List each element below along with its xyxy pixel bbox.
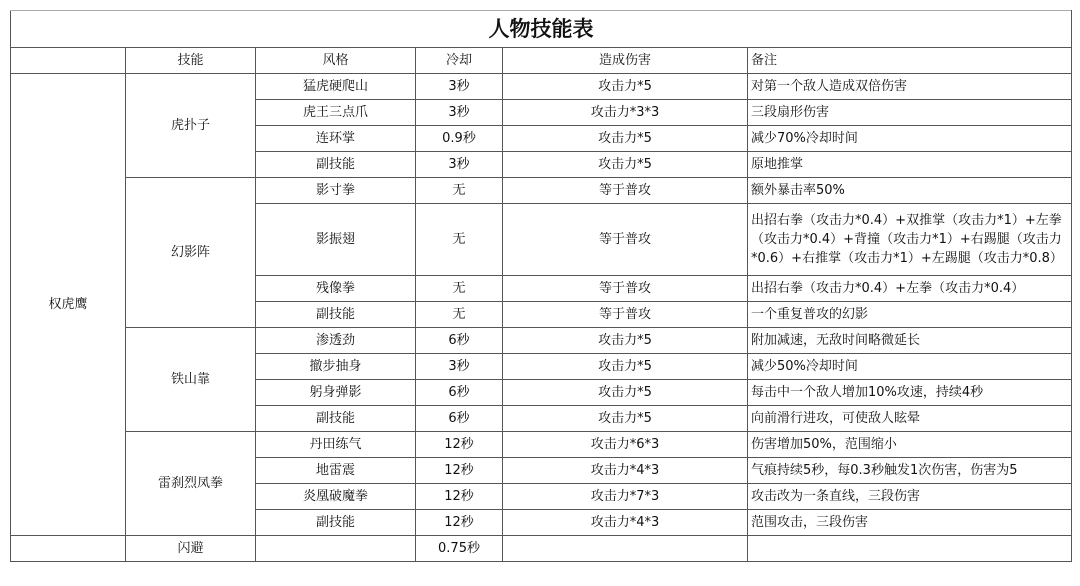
note-text: 原地推掌 — [748, 152, 1072, 178]
note-text: 向前滑行进攻，可使敌人眩晕 — [748, 406, 1072, 432]
note-text: 对第一个敌人造成双倍伤害 — [748, 74, 1072, 100]
note-text: 减少50%冷却时间 — [748, 354, 1072, 380]
style-name: 猛虎硬爬山 — [256, 74, 416, 100]
skill-name: 铁山靠 — [126, 328, 256, 432]
damage-value: 攻击力*3*3 — [503, 100, 748, 126]
cooldown-value: 无 — [416, 204, 503, 276]
damage-value: 攻击力*5 — [503, 126, 748, 152]
dodge-note-empty — [748, 536, 1072, 562]
note-text: 攻击改为一条直线，三段伤害 — [748, 484, 1072, 510]
damage-value: 攻击力*5 — [503, 406, 748, 432]
skill-sheet — [10, 10, 1071, 562]
header-row — [11, 48, 1072, 74]
header-style: 风格 — [256, 48, 416, 74]
note-text: 减少70%冷却时间 — [748, 126, 1072, 152]
dodge-name: 闪避 — [126, 536, 256, 562]
style-name: 连环掌 — [256, 126, 416, 152]
style-name: 残像拳 — [256, 276, 416, 302]
damage-value: 等于普攻 — [503, 302, 748, 328]
note-text: 出招右拳（攻击力*0.4）+左拳（攻击力*0.4） — [748, 276, 1072, 302]
cooldown-value: 0.9秒 — [416, 126, 503, 152]
cooldown-value: 无 — [416, 276, 503, 302]
dodge-style-empty — [256, 536, 416, 562]
header-skill: 技能 — [126, 48, 256, 74]
damage-value: 攻击力*5 — [503, 74, 748, 100]
header-character — [11, 48, 126, 74]
dodge-empty-cell — [11, 536, 126, 562]
style-name: 副技能 — [256, 302, 416, 328]
style-name: 副技能 — [256, 510, 416, 536]
style-name: 丹田练气 — [256, 432, 416, 458]
damage-value: 攻击力*6*3 — [503, 432, 748, 458]
cooldown-value: 12秒 — [416, 510, 503, 536]
sheet-title: 人物技能表 — [11, 11, 1072, 48]
skill-table — [10, 10, 1072, 562]
skill-name: 虎扑子 — [126, 74, 256, 178]
damage-value: 等于普攻 — [503, 276, 748, 302]
cooldown-value: 12秒 — [416, 432, 503, 458]
header-damage: 造成伤害 — [503, 48, 748, 74]
cooldown-value: 6秒 — [416, 328, 503, 354]
cooldown-value: 12秒 — [416, 458, 503, 484]
character-name: 权虎鹰 — [11, 74, 126, 536]
note-text: 范围攻击，三段伤害 — [748, 510, 1072, 536]
dodge-row — [11, 536, 1072, 562]
style-name: 副技能 — [256, 152, 416, 178]
damage-value: 等于普攻 — [503, 178, 748, 204]
damage-value: 攻击力*5 — [503, 328, 748, 354]
note-text: 每击中一个敌人增加10%攻速，持续4秒 — [748, 380, 1072, 406]
table-row — [11, 432, 1072, 458]
title-row — [11, 11, 1072, 48]
damage-value: 攻击力*5 — [503, 380, 748, 406]
cooldown-value: 12秒 — [416, 484, 503, 510]
dodge-damage-empty — [503, 536, 748, 562]
cooldown-value: 3秒 — [416, 152, 503, 178]
damage-value: 攻击力*4*3 — [503, 510, 748, 536]
header-cooldown: 冷却 — [416, 48, 503, 74]
cooldown-value: 3秒 — [416, 354, 503, 380]
skill-name: 雷刹烈凤拳 — [126, 432, 256, 536]
cooldown-value: 6秒 — [416, 380, 503, 406]
cooldown-value: 6秒 — [416, 406, 503, 432]
style-name: 渗透劲 — [256, 328, 416, 354]
style-name: 炎凰破魔拳 — [256, 484, 416, 510]
dodge-cooldown: 0.75秒 — [416, 536, 503, 562]
header-note: 备注 — [748, 48, 1072, 74]
table-row — [11, 328, 1072, 354]
cooldown-value: 无 — [416, 178, 503, 204]
style-name: 躬身弹影 — [256, 380, 416, 406]
cooldown-value: 3秒 — [416, 74, 503, 100]
note-text: 出招右拳（攻击力*0.4）+双推掌（攻击力*1）+左拳（攻击力*0.4）+背撞（攻击力*1）+右踢腿（攻击力*0.6）+右推掌（攻击力*1）+左踢腿（攻击力*0.8） — [748, 204, 1072, 276]
table-row — [11, 74, 1072, 100]
note-text: 附加减速，无敌时间略微延长 — [748, 328, 1072, 354]
damage-value: 等于普攻 — [503, 204, 748, 276]
style-name: 影振翅 — [256, 204, 416, 276]
cooldown-value: 无 — [416, 302, 503, 328]
note-text: 气痕持续5秒，每0.3秒触发1次伤害，伤害为5 — [748, 458, 1072, 484]
note-text: 额外暴击率50% — [748, 178, 1072, 204]
style-name: 虎王三点爪 — [256, 100, 416, 126]
table-row — [11, 178, 1072, 204]
note-text: 一个重复普攻的幻影 — [748, 302, 1072, 328]
damage-value: 攻击力*4*3 — [503, 458, 748, 484]
damage-value: 攻击力*5 — [503, 152, 748, 178]
style-name: 撤步抽身 — [256, 354, 416, 380]
style-name: 地雷震 — [256, 458, 416, 484]
note-text: 三段扇形伤害 — [748, 100, 1072, 126]
note-text: 伤害增加50%，范围缩小 — [748, 432, 1072, 458]
cooldown-value: 3秒 — [416, 100, 503, 126]
damage-value: 攻击力*5 — [503, 354, 748, 380]
damage-value: 攻击力*7*3 — [503, 484, 748, 510]
style-name: 副技能 — [256, 406, 416, 432]
style-name: 影寸拳 — [256, 178, 416, 204]
skill-name: 幻影阵 — [126, 178, 256, 328]
